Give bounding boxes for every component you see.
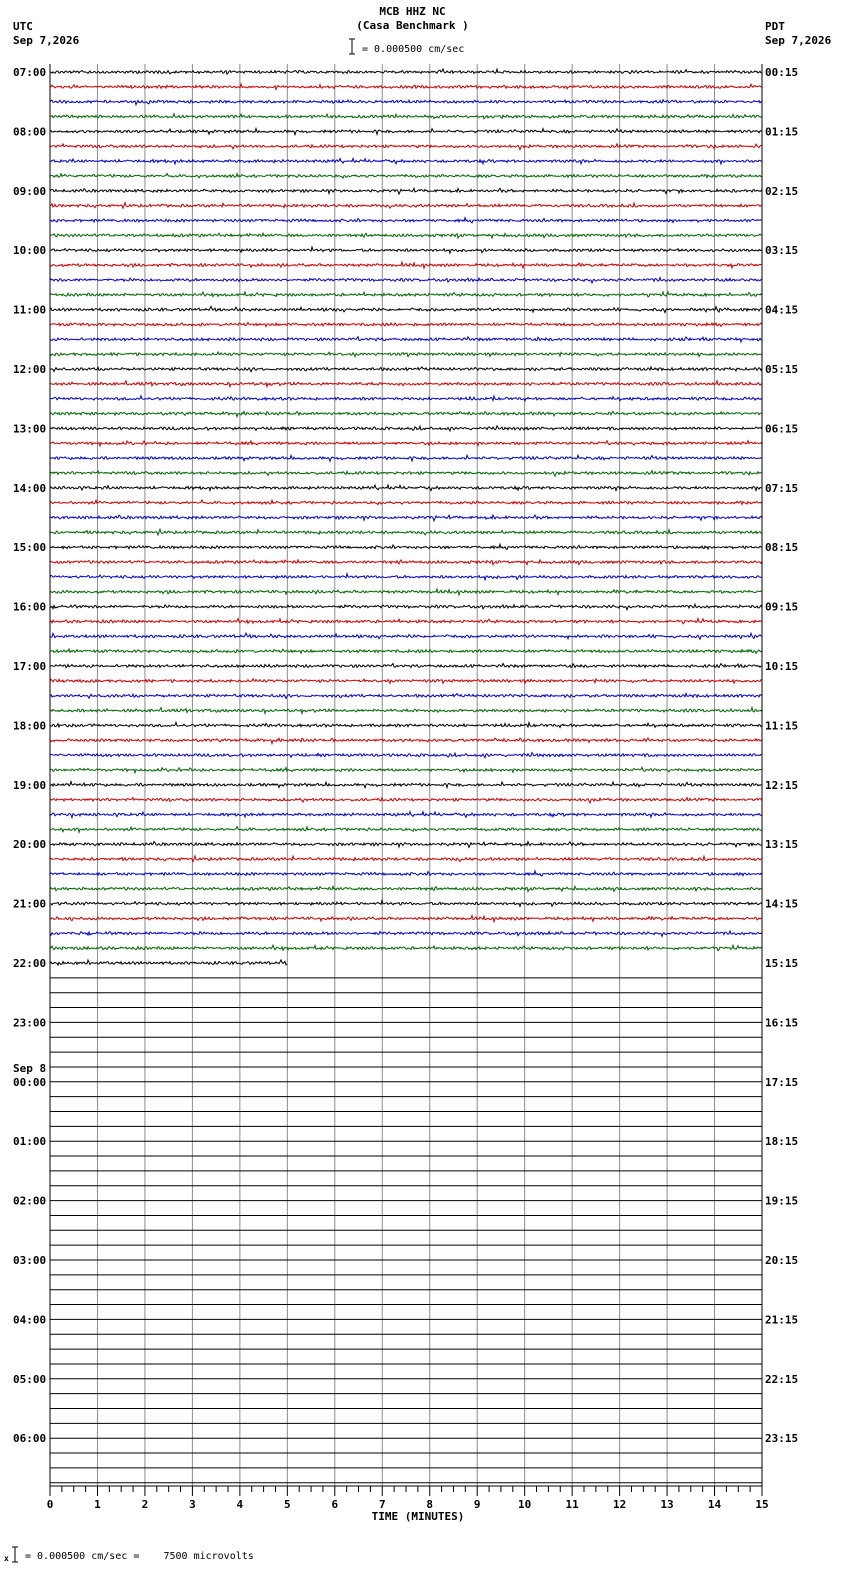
- pdt-hour-label: 04:15: [765, 303, 799, 317]
- seismic-trace: [50, 842, 762, 848]
- utc-hour-label: 13:00: [13, 422, 47, 436]
- seismic-trace: [50, 262, 762, 268]
- seismic-trace: [50, 960, 287, 965]
- seismic-trace: [50, 798, 762, 803]
- pdt-hour-label: 09:15: [765, 600, 799, 614]
- x-tick-label: 14: [707, 1498, 722, 1511]
- x-tick-label: 7: [378, 1498, 386, 1511]
- seismic-trace: [50, 708, 762, 714]
- x-tick-label: 4: [236, 1498, 244, 1511]
- seismic-trace: [50, 411, 762, 416]
- seismic-trace: [50, 485, 762, 491]
- x-tick-label: 6: [331, 1498, 339, 1511]
- pdt-hour-label: 14:15: [765, 897, 799, 911]
- pdt-hour-label: 21:15: [765, 1313, 799, 1327]
- footer-scale-bar-icon: [4, 1545, 20, 1565]
- utc-hour-label: 11:00: [13, 303, 47, 317]
- x-tick-label: 5: [284, 1498, 291, 1511]
- seismic-trace: [50, 782, 762, 788]
- seismic-trace: [50, 693, 762, 698]
- seismic-trace: [50, 441, 762, 446]
- seismic-trace: [50, 812, 762, 818]
- pdt-hour-label: 13:15: [765, 838, 799, 852]
- utc-hour-label: 18:00: [13, 719, 47, 733]
- utc-hour-label: 08:00: [13, 125, 47, 139]
- pdt-hour-label: 23:15: [765, 1432, 799, 1446]
- seismic-trace: [50, 144, 762, 150]
- seismic-trace: [50, 471, 762, 477]
- seismic-trace: [50, 173, 762, 178]
- seismic-trace: [50, 100, 762, 105]
- pdt-hour-label: 00:15: [765, 66, 799, 79]
- seismic-trace: [50, 544, 762, 549]
- pdt-hour-label: 11:15: [765, 719, 799, 733]
- seismic-trace: [50, 900, 762, 906]
- utc-hour-label: 05:00: [13, 1372, 47, 1386]
- pdt-hour-label: 01:15: [765, 125, 799, 139]
- x-tick-label: 12: [612, 1498, 627, 1511]
- right-date: Sep 7,2026: [765, 34, 832, 47]
- x-tick-label: 2: [141, 1498, 149, 1511]
- seismic-trace: [50, 589, 762, 595]
- pdt-hour-label: 03:15: [765, 244, 799, 258]
- footer-scale-label: = 0.000500 cm/sec = 7500 microvolts: [25, 1551, 254, 1562]
- seismic-trace: [50, 352, 762, 357]
- x-tick-label: 0: [46, 1498, 54, 1511]
- seismic-trace: [50, 396, 762, 401]
- utc-hour-label: 03:00: [13, 1254, 47, 1267]
- seismic-trace: [50, 426, 762, 431]
- date-change-label: Sep 8: [13, 1061, 47, 1075]
- seismic-trace: [50, 218, 762, 223]
- right-timezone: PDT: [765, 20, 785, 33]
- seismic-trace: [50, 84, 762, 90]
- seismic-trace: [50, 367, 762, 372]
- seismic-trace: [50, 292, 762, 297]
- pdt-hour-label: 06:15: [765, 422, 799, 436]
- seismic-trace: [50, 916, 762, 922]
- seismic-trace: [50, 856, 762, 862]
- seismic-trace: [50, 69, 762, 74]
- utc-hour-label: 15:00: [13, 541, 47, 555]
- utc-hour-label: 21:00: [13, 897, 47, 911]
- x-tick-label: 1: [94, 1498, 101, 1511]
- plot-frame: [50, 64, 762, 1486]
- x-tick-label: 13: [660, 1498, 674, 1511]
- pdt-hour-label: 20:15: [765, 1254, 799, 1267]
- seismic-trace: [50, 619, 762, 624]
- seismic-trace: [50, 827, 762, 833]
- pdt-hour-label: 19:15: [765, 1194, 799, 1208]
- seismic-trace: [50, 633, 762, 639]
- svg-text:x: x: [4, 1554, 9, 1563]
- seismic-trace: [50, 529, 762, 535]
- seismic-trace: [50, 663, 762, 667]
- seismic-trace: [50, 455, 762, 461]
- pdt-hour-label: 05:15: [765, 363, 799, 376]
- station-title: MCB HHZ NC: [379, 5, 446, 18]
- utc-hour-label: 06:00: [13, 1432, 47, 1446]
- utc-hour-label: 01:00: [13, 1135, 47, 1149]
- seismic-trace: [50, 871, 762, 876]
- utc-hour-label: 09:00: [13, 184, 47, 198]
- utc-hour-label: 10:00: [13, 244, 47, 258]
- seismic-trace: [50, 886, 762, 891]
- seismic-trace: [50, 381, 762, 387]
- seismic-trace: [50, 931, 762, 936]
- x-tick-label: 3: [189, 1498, 196, 1511]
- pdt-hour-label: 07:15: [765, 481, 799, 495]
- seismic-trace: [50, 945, 762, 951]
- utc-hour-label: 02:00: [13, 1194, 47, 1208]
- seismic-trace: [50, 574, 762, 580]
- seismic-trace: [50, 247, 762, 253]
- x-tick-label: 8: [426, 1498, 434, 1511]
- left-date: Sep 7,2026: [13, 34, 80, 47]
- x-tick-label: 9: [473, 1498, 481, 1511]
- seismic-trace: [50, 114, 762, 119]
- seismic-trace: [50, 604, 762, 610]
- seismic-trace: [50, 129, 762, 135]
- utc-hour-label: 00:00: [13, 1075, 47, 1089]
- utc-hour-label: 07:00: [13, 66, 47, 79]
- x-axis-label: TIME (MINUTES): [371, 1510, 465, 1523]
- seismic-trace: [50, 158, 762, 164]
- left-timezone: UTC: [13, 20, 33, 33]
- utc-hour-label: 17:00: [13, 660, 47, 673]
- seismic-trace: [50, 515, 762, 521]
- x-tick-label: 15: [755, 1498, 769, 1511]
- utc-hour-label: 19:00: [13, 778, 47, 792]
- x-tick-label: 10: [518, 1498, 532, 1511]
- seismic-trace: [50, 679, 762, 684]
- seismic-trace: [50, 738, 762, 744]
- pdt-hour-label: 18:15: [765, 1135, 799, 1149]
- utc-hour-label: 16:00: [13, 600, 47, 614]
- seismic-trace: [50, 278, 762, 283]
- seismic-trace: [50, 649, 762, 653]
- utc-hour-label: 14:00: [13, 481, 47, 495]
- pdt-hour-label: 15:15: [765, 957, 799, 970]
- pdt-hour-label: 02:15: [765, 184, 799, 198]
- pdt-hour-label: 17:15: [765, 1075, 799, 1089]
- seismic-trace: [50, 188, 762, 194]
- pdt-hour-label: 16:15: [765, 1016, 799, 1030]
- pdt-hour-label: 08:15: [765, 541, 799, 555]
- pdt-hour-label: 12:15: [765, 778, 799, 792]
- pdt-hour-label: 10:15: [765, 660, 799, 673]
- seismic-trace: [50, 500, 762, 505]
- scale-label: = 0.000500 cm/sec: [362, 44, 465, 55]
- pdt-hour-label: 22:15: [765, 1372, 799, 1386]
- utc-hour-label: 12:00: [13, 363, 47, 376]
- seismic-trace: [50, 753, 762, 758]
- seismic-trace: [50, 722, 762, 727]
- site-subtitle: (Casa Benchmark ): [356, 19, 469, 32]
- x-tick-label: 11: [565, 1498, 579, 1511]
- seismic-trace: [50, 560, 762, 565]
- seismic-trace: [50, 337, 762, 342]
- utc-hour-label: 20:00: [13, 838, 47, 852]
- seismic-trace: [50, 203, 762, 209]
- utc-hour-label: 23:00: [13, 1016, 47, 1030]
- seismic-trace: [50, 233, 762, 238]
- seismic-trace: [50, 306, 762, 312]
- seismic-trace: [50, 322, 762, 326]
- utc-hour-label: 22:00: [13, 957, 47, 970]
- utc-hour-label: 04:00: [13, 1313, 47, 1327]
- seismic-trace: [50, 767, 762, 772]
